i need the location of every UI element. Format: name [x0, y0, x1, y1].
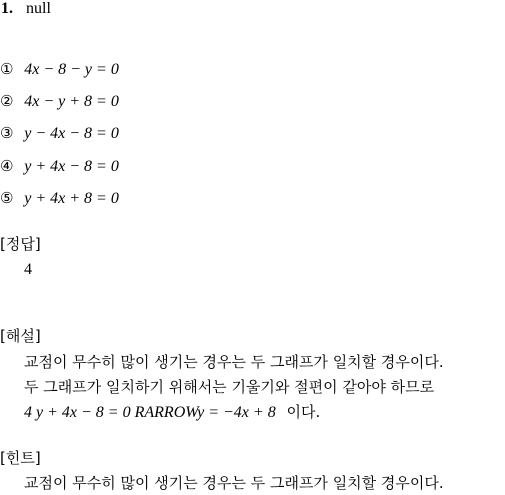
choice-expression: 4x − y + 8 = 0	[24, 93, 119, 110]
choice-expression: y + 4x + 8 = 0	[24, 190, 119, 207]
choice-marker: ②	[0, 92, 14, 110]
choice-item	[0, 126, 119, 142]
explanation-tail: 이다.	[286, 403, 321, 421]
choice-item	[0, 62, 119, 78]
explanation-line	[24, 405, 320, 421]
question-text: null	[26, 0, 51, 17]
explanation-line: 교점이 무수히 많이 생기는 경우는 두 그래프가 일치할 경우이다.	[24, 353, 444, 371]
choice-item	[0, 159, 119, 175]
explanation-heading: [해설]	[0, 327, 41, 345]
question-number: 1.	[1, 0, 13, 17]
explanation-math: 4 y + 4x − 8 = 0 RARROWy = −4x + 8	[24, 404, 276, 421]
choice-expression: 4x − 8 − y = 0	[24, 61, 119, 78]
explanation-line: 두 그래프가 일치하기 위해서는 기울기와 절편이 같아야 하므로	[24, 378, 435, 396]
choice-expression: y + 4x − 8 = 0	[24, 158, 119, 175]
choice-marker: ④	[0, 157, 14, 175]
answer-value: 4	[24, 261, 32, 278]
choice-expression: y − 4x − 8 = 0	[24, 125, 119, 142]
hint-heading: [힌트]	[0, 449, 41, 467]
choice-marker: ⑤	[0, 189, 14, 207]
choice-marker: ①	[0, 60, 14, 78]
choice-item	[0, 94, 119, 110]
choice-marker: ③	[0, 124, 14, 142]
answer-heading: [정답]	[0, 235, 41, 253]
choice-item	[0, 191, 119, 207]
hint-line: 교점이 무수히 많이 생기는 경우는 두 그래프가 일치할 경우이다.	[24, 474, 444, 492]
